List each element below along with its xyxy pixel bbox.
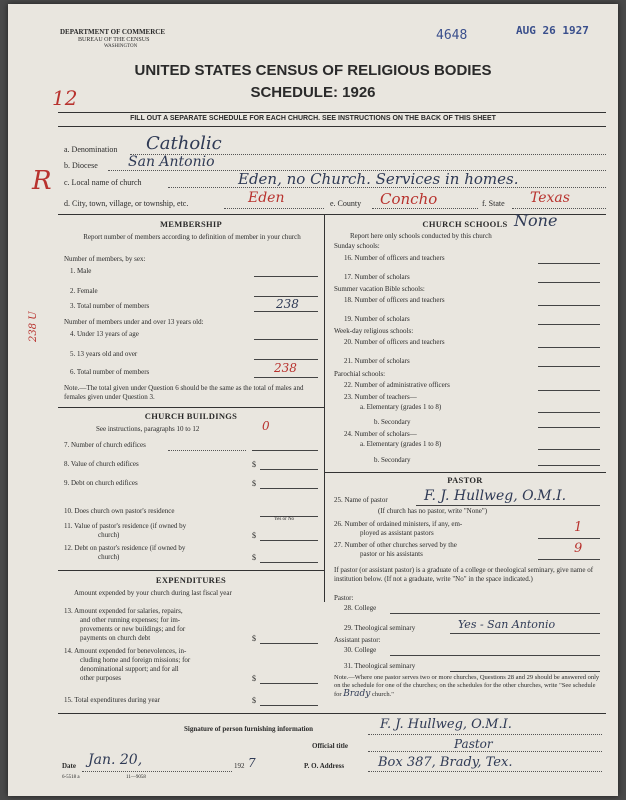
po-address-label: P. O. Address bbox=[304, 762, 345, 770]
q16-label: 16. Number of officers and teachers bbox=[344, 254, 445, 262]
q26-label: 26. Number of ordained ministers, if any, em- bbox=[334, 520, 463, 528]
signature-value: F. J. Hullweg, O.M.I. bbox=[380, 717, 512, 732]
q28-answer-line bbox=[390, 613, 600, 614]
q12-answer-line bbox=[260, 562, 318, 563]
q13-label-4: payments on church debt bbox=[80, 634, 151, 642]
pastor-note-text: Note.—Where one pastor serves two or more churches, Questions 28 and 29 should be answered only on the schedule for one of the churches; on the schedules for the other churches, write "See schedule for bbox=[334, 674, 600, 698]
q9-label: 9. Debt on church edifices bbox=[64, 479, 138, 487]
q24b-answer-line bbox=[538, 465, 600, 466]
q31-answer-line bbox=[450, 671, 600, 672]
q30-label: 30. College bbox=[344, 646, 377, 654]
yes-no-hint: Yes or No bbox=[274, 517, 295, 522]
q18-label: 18. Number of officers and teachers bbox=[344, 296, 445, 304]
q6-answer-line bbox=[254, 377, 318, 378]
q9-dollar: $ bbox=[252, 479, 256, 488]
membership-intro: Report number of members according to definition of member in your church bbox=[83, 233, 301, 241]
official-title-line bbox=[368, 751, 602, 752]
official-title-label: Official title bbox=[312, 742, 348, 750]
q20-label: 20. Number of officers and teachers bbox=[344, 338, 445, 346]
q24b-label: b. Secondary bbox=[374, 456, 411, 464]
q9-answer-line bbox=[260, 488, 318, 489]
q13-dollar: $ bbox=[252, 634, 256, 643]
q5-answer-line bbox=[254, 359, 318, 360]
q7-leader bbox=[168, 450, 246, 451]
q27-value: 9 bbox=[574, 541, 583, 556]
q6-total-label: 6. Total number of members bbox=[70, 368, 150, 376]
pastor-note bbox=[334, 674, 604, 699]
expenditures-rule bbox=[58, 570, 324, 571]
denomination-value: Catholic bbox=[146, 133, 222, 154]
header-rule-top bbox=[58, 112, 606, 113]
q16-answer-line bbox=[538, 263, 600, 264]
vacation-label: Summer vacation Bible schools: bbox=[334, 285, 425, 293]
year-prefix: 192 bbox=[234, 762, 245, 770]
po-address-line bbox=[368, 771, 602, 772]
q23b-label: b. Secondary bbox=[374, 418, 411, 426]
q13-answer-line bbox=[260, 643, 318, 644]
state-value: Texas bbox=[530, 190, 570, 206]
q14-label-2: cluding home and foreign missions; for bbox=[80, 656, 191, 664]
sunday-label: Sunday schools: bbox=[334, 242, 380, 250]
official-title-value: Pastor bbox=[454, 737, 493, 751]
q22-answer-line bbox=[538, 390, 600, 391]
buildings-intro: See instructions, paragraphs 10 to 12 bbox=[96, 425, 200, 433]
q11-label-cont: church) bbox=[98, 531, 120, 539]
handwritten-number: 12 bbox=[52, 86, 78, 110]
county-label: e. County bbox=[330, 199, 362, 208]
bureau-label: BUREAU OF THE CENSUS bbox=[78, 37, 150, 43]
q13-label: 13. Amount expended for salaries, repairs, bbox=[64, 607, 183, 615]
q26-label-cont: ployed as assistant pastors bbox=[360, 529, 434, 537]
signature-label: Signature of person furnishing information bbox=[184, 725, 313, 733]
po-address-value: Box 387, Brady, Tex. bbox=[378, 755, 513, 770]
q23b-answer-line bbox=[538, 427, 600, 428]
pastor-title: PASTOR bbox=[447, 475, 483, 485]
q19-label: 19. Number of scholars bbox=[344, 315, 410, 323]
q4-under13-label: 4. Under 13 years of age bbox=[70, 330, 139, 338]
q12-label-cont: church) bbox=[98, 553, 120, 561]
q11-label: 11. Value of pastor's residence (if owned by bbox=[64, 522, 187, 530]
county-value: Concho bbox=[380, 190, 438, 208]
q15-dollar: $ bbox=[252, 696, 256, 705]
q7-answer-line bbox=[252, 450, 318, 451]
q26-value: 1 bbox=[574, 520, 583, 535]
city-label: WASHINGTON bbox=[104, 44, 138, 49]
date-label: Date bbox=[62, 762, 76, 770]
header-rule-bottom bbox=[58, 126, 606, 127]
q8-answer-line bbox=[260, 469, 318, 470]
q1-answer-line bbox=[254, 276, 318, 277]
schools-intro: Report here only schools conducted by this church bbox=[350, 232, 492, 240]
q26-answer-line bbox=[538, 538, 600, 539]
q5-over13-label: 5. 13 years old and over bbox=[70, 350, 138, 358]
q14-label-4: other purposes bbox=[80, 674, 122, 682]
q18-answer-line bbox=[538, 305, 600, 306]
diocese-value: San Antonio bbox=[128, 154, 215, 170]
q31-label: 31. Theological seminary bbox=[344, 662, 416, 670]
q8-dollar: $ bbox=[252, 460, 256, 469]
form-subtitle: SCHEDULE: 1926 bbox=[250, 84, 376, 101]
q13-label-2: and other running expenses; for im- bbox=[80, 616, 181, 624]
local-name-label: c. Local name of church bbox=[64, 178, 142, 187]
form-instruction: FILL OUT A SEPARATE SCHEDULE FOR EACH CHURCH. SEE INSTRUCTIONS ON THE BACK OF THIS SHEET bbox=[130, 115, 496, 122]
form-number: 6-5518 a bbox=[62, 775, 80, 780]
q2-female-label: 2. Female bbox=[70, 287, 98, 295]
state-line bbox=[512, 208, 606, 209]
members-by-sex-label: Number of members, by sex: bbox=[64, 255, 146, 263]
pastor-sub-label: Pastor: bbox=[334, 594, 354, 602]
q4-answer-line bbox=[254, 339, 318, 340]
q8-label: 8. Value of church edifices bbox=[64, 460, 139, 468]
q13-label-3: provements or new buildings; and for bbox=[80, 625, 186, 633]
assistant-sub-label: Assistant pastor: bbox=[334, 636, 381, 644]
q17-label: 17. Number of scholars bbox=[344, 273, 410, 281]
margin-note: 238 U bbox=[28, 311, 39, 342]
q15-answer-line bbox=[260, 705, 318, 706]
q1-male-label: 1. Male bbox=[70, 267, 92, 275]
q25-value: F. J. Hullweg, O.M.I. bbox=[424, 488, 567, 504]
q14-dollar: $ bbox=[252, 674, 256, 683]
q14-label: 14. Amount expended for benevolences, in- bbox=[64, 647, 187, 655]
city-field-label: d. City, town, village, or township, etc. bbox=[64, 199, 189, 208]
q7-label: 7. Number of church edifices bbox=[64, 441, 146, 449]
pastor-note-value: Brady bbox=[343, 689, 371, 699]
q3-value: 238 bbox=[276, 297, 299, 311]
expenditures-intro: Amount expended by your church during last fiscal year bbox=[74, 589, 232, 597]
q23a-answer-line bbox=[538, 412, 600, 413]
q12-label: 12. Debt on pastor's residence (if owned by bbox=[64, 544, 186, 552]
graduate-note: If pastor (or assistant pastor) is a graduate of a college or theological seminary, give name of institution below. (If not a graduate, write "No" in the space indicated.) bbox=[334, 566, 594, 583]
q24a-label: a. Elementary (grades 1 to 8) bbox=[360, 440, 442, 448]
margin-mark-r: R bbox=[32, 166, 52, 196]
members-by-age-label: Number of members under and over 13 years old: bbox=[64, 318, 204, 326]
q21-answer-line bbox=[538, 366, 600, 367]
q6-value: 238 bbox=[274, 361, 297, 375]
q23-label: 23. Number of teachers— bbox=[344, 393, 417, 401]
q29-value: Yes - San Antonio bbox=[458, 618, 556, 631]
q29-label: 29. Theological seminary bbox=[344, 624, 416, 632]
q14-label-3: denominational support; and for all bbox=[80, 665, 179, 673]
q27-label-cont: pastor or his assistants bbox=[360, 550, 423, 558]
q17-answer-line bbox=[538, 282, 600, 283]
q25-note: (If church has no pastor, write "None") bbox=[378, 507, 488, 515]
expenditures-title: EXPENDITURES bbox=[155, 575, 227, 585]
q20-answer-line bbox=[538, 347, 600, 348]
buildings-intro-value: 0 bbox=[262, 419, 270, 433]
q30-answer-line bbox=[390, 655, 600, 656]
q11-dollar: $ bbox=[252, 531, 256, 540]
q10-label: 10. Does church own pastor's residence bbox=[64, 507, 175, 515]
city-value: Eden bbox=[248, 190, 285, 206]
buildings-title: CHURCH BUILDINGS bbox=[144, 411, 238, 421]
q23a-label: a. Elementary (grades 1 to 8) bbox=[360, 403, 442, 411]
schools-value: None bbox=[514, 211, 558, 230]
census-schedule-sheet bbox=[8, 4, 618, 796]
date-value: Jan. 20, bbox=[88, 752, 143, 768]
q29-answer-line bbox=[450, 633, 600, 634]
q14-answer-line bbox=[260, 683, 318, 684]
pastor-note-end: church." bbox=[371, 691, 394, 698]
stamp-date: AUG 26 1927 bbox=[516, 24, 589, 37]
signature-line bbox=[368, 734, 602, 735]
date-line bbox=[82, 771, 232, 772]
pastor-rule bbox=[324, 472, 606, 473]
q28-label: 28. College bbox=[344, 604, 377, 612]
q11-answer-line bbox=[260, 540, 318, 541]
footer-rule bbox=[58, 713, 606, 714]
q22-label: 22. Number of administrative officers bbox=[344, 381, 450, 389]
parochial-label: Parochial schools: bbox=[334, 370, 386, 378]
q12-dollar: $ bbox=[252, 553, 256, 562]
q24-label: 24. Number of scholars— bbox=[344, 430, 417, 438]
city-line bbox=[224, 208, 324, 209]
grid-divider-vertical bbox=[324, 214, 325, 602]
membership-note: Note.—The total given under Question 6 should be the same as the total of males and females given under Question 3. bbox=[64, 384, 304, 401]
year-value: 7 bbox=[248, 756, 256, 770]
weekday-label: Week-day religious schools: bbox=[334, 327, 414, 335]
state-label: f. State bbox=[482, 199, 505, 208]
q25-answer-line bbox=[416, 505, 600, 506]
department-label: DEPARTMENT OF COMMERCE bbox=[60, 28, 166, 36]
q25-label: 25. Name of pastor bbox=[334, 496, 388, 504]
schools-title: CHURCH SCHOOLS bbox=[422, 219, 508, 229]
denomination-label: a. Denomination bbox=[64, 145, 118, 154]
local-name-value: Eden, no Church. Services in homes. bbox=[238, 170, 519, 188]
diocese-label: b. Diocese bbox=[64, 161, 98, 170]
county-line bbox=[372, 208, 478, 209]
q15-label: 15. Total expenditures during year bbox=[64, 696, 160, 704]
q3-answer-line bbox=[254, 311, 318, 312]
q27-label: 27. Number of other churches served by the bbox=[334, 541, 457, 549]
q21-label: 21. Number of scholars bbox=[344, 357, 410, 365]
print-number: 11—9058 bbox=[126, 775, 146, 780]
q24a-answer-line bbox=[538, 449, 600, 450]
form-title: UNITED STATES CENSUS OF RELIGIOUS BODIES bbox=[134, 62, 492, 79]
q3-total-label: 3. Total number of members bbox=[70, 302, 150, 310]
buildings-rule bbox=[58, 407, 324, 408]
q27-answer-line bbox=[538, 559, 600, 560]
stamp-number: 4648 bbox=[436, 28, 468, 43]
q19-answer-line bbox=[538, 324, 600, 325]
membership-title: MEMBERSHIP bbox=[159, 219, 223, 229]
